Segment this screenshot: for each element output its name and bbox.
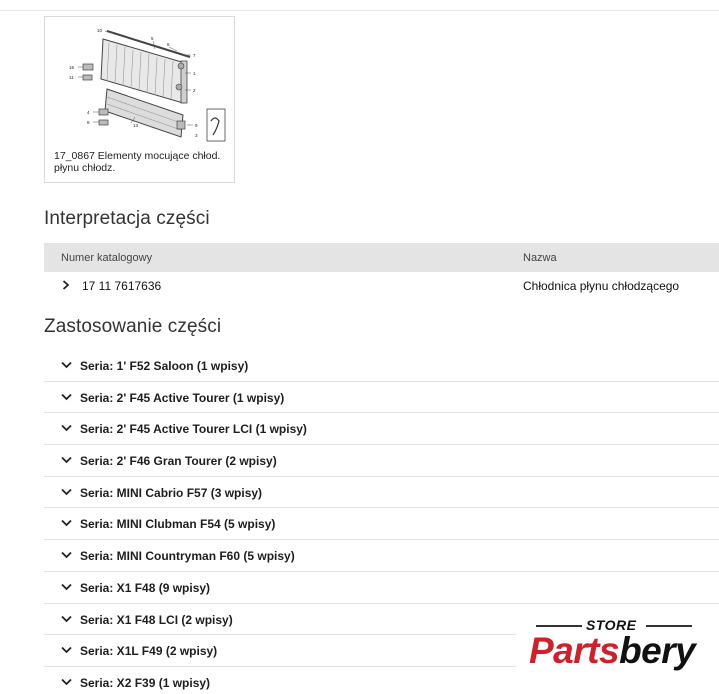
parts-diagram-thumbnail[interactable] bbox=[44, 16, 235, 183]
chevron-right-icon[interactable] bbox=[62, 280, 70, 290]
chevron-down-icon[interactable] bbox=[61, 646, 72, 654]
table-row[interactable] bbox=[44, 272, 719, 300]
series-accordion-item[interactable] bbox=[44, 508, 719, 540]
chevron-down-icon[interactable] bbox=[61, 678, 72, 686]
callout-label: 7 bbox=[193, 53, 196, 58]
series-accordion-item[interactable] bbox=[44, 477, 719, 509]
series-label: Seria: MINI Cabrio F57 (3 wpisy) bbox=[80, 485, 263, 500]
callout-label: 13 bbox=[133, 123, 139, 128]
chevron-down-icon[interactable] bbox=[61, 424, 72, 432]
interpretation-title: Interpretacja części bbox=[44, 208, 210, 229]
part-number: 17 11 7617636 bbox=[82, 279, 162, 293]
column-header-name: Nazwa bbox=[523, 252, 557, 264]
logo-rule-right bbox=[646, 625, 692, 627]
application-title: Zastosowanie części bbox=[44, 316, 222, 337]
series-accordion-item[interactable] bbox=[44, 445, 719, 477]
column-header-number: Numer katalogowy bbox=[61, 252, 153, 264]
callout-label: 2 bbox=[193, 88, 196, 93]
top-divider bbox=[0, 10, 719, 11]
series-accordion-item[interactable] bbox=[44, 382, 719, 414]
chevron-down-icon[interactable] bbox=[61, 488, 72, 496]
callout-label: 5 bbox=[151, 36, 154, 41]
series-label: Seria: 2' F45 Active Tourer LCI (1 wpisy) bbox=[80, 422, 307, 437]
logo-rule-left bbox=[536, 625, 582, 627]
chevron-down-icon[interactable] bbox=[61, 361, 72, 369]
callout-label: 10 bbox=[97, 28, 103, 33]
part-name: Chłodnica płynu chłodzącego bbox=[523, 279, 680, 293]
chevron-down-icon[interactable] bbox=[61, 393, 72, 401]
logo-store-text: STORE bbox=[586, 617, 637, 633]
chevron-down-icon[interactable] bbox=[61, 456, 72, 464]
callout-label: 8 bbox=[87, 120, 90, 125]
series-accordion-item[interactable] bbox=[44, 413, 719, 445]
chevron-down-icon[interactable] bbox=[61, 519, 72, 527]
chevron-down-icon[interactable] bbox=[61, 583, 72, 591]
series-label: Seria: MINI Countryman F60 (5 wpisy) bbox=[80, 549, 295, 564]
series-label: Seria: MINI Clubman F54 (5 wpisy) bbox=[80, 517, 276, 532]
callout-label: 9 bbox=[195, 123, 198, 128]
chevron-down-icon[interactable] bbox=[61, 615, 72, 623]
logo-brand-red: Parts bbox=[529, 630, 620, 671]
callout-label: 6 bbox=[167, 42, 170, 47]
callout-label: 4 bbox=[87, 110, 90, 115]
series-label: Seria: X2 F39 (1 wpisy) bbox=[80, 675, 211, 690]
callout-label: 3 bbox=[195, 133, 198, 138]
radiator-diagram-image bbox=[45, 17, 236, 152]
series-label: Seria: X1L F49 (2 wpisy) bbox=[80, 644, 218, 659]
logo-brand-text bbox=[529, 630, 695, 672]
series-label: Seria: 2' F46 Gran Tourer (2 wpisy) bbox=[80, 454, 277, 469]
series-accordion-item[interactable] bbox=[44, 540, 719, 572]
diagram-caption: 17_0867 Elementy mocujące chłod. płynu chłodz. bbox=[54, 150, 221, 174]
series-label: Seria: X1 F48 LCI (2 wpisy) bbox=[80, 612, 233, 627]
callout-label: 15 bbox=[69, 65, 75, 70]
series-label: Seria: 1' F52 Saloon (1 wpisy) bbox=[80, 359, 249, 373]
series-label: Seria: 2' F45 Active Tourer (1 wpisy) bbox=[80, 390, 285, 405]
series-label: Seria: X1 F48 (9 wpisy) bbox=[80, 580, 211, 595]
partsbery-store-logo bbox=[516, 604, 719, 694]
parts-table-header bbox=[44, 243, 719, 272]
logo-brand-black: bery bbox=[619, 630, 696, 671]
series-accordion-item[interactable] bbox=[44, 350, 719, 382]
callout-label: 1 bbox=[193, 71, 196, 76]
series-accordion-item[interactable] bbox=[44, 572, 719, 604]
chevron-down-icon[interactable] bbox=[61, 551, 72, 559]
callout-label: 11 bbox=[69, 75, 74, 80]
